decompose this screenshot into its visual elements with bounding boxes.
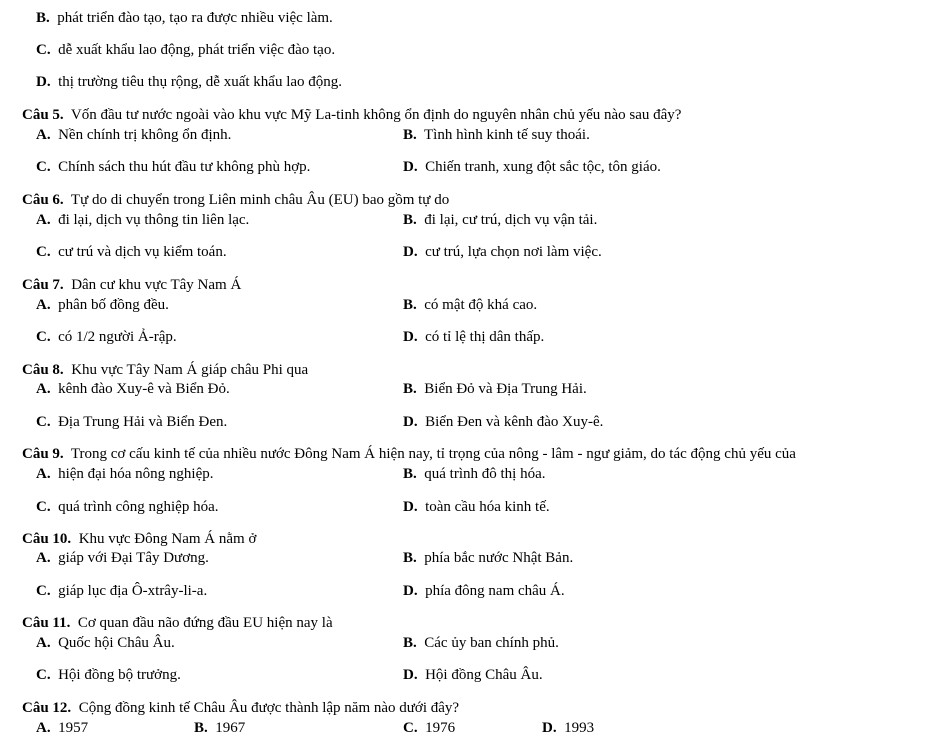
option-a: A. Quốc hội Châu Âu. xyxy=(36,635,175,651)
question-text: Cơ quan đầu não đứng đầu EU hiện nay là xyxy=(77,615,333,631)
option-c: C. giáp lục địa Ô-xtrây-li-a. xyxy=(36,583,208,599)
option-text: phát triển đào tạo, tạo ra được nhiều việc làm. xyxy=(57,10,333,26)
question-text: Cộng đồng kinh tế Châu Âu được thành lập năm nào dưới đây? xyxy=(78,700,460,716)
option-row xyxy=(36,73,342,91)
question-label: Câu 6. xyxy=(22,192,64,208)
question-stem xyxy=(22,276,241,294)
option-c: C. Hội đồng bộ trưởng. xyxy=(36,667,181,683)
question-label: Câu 5. xyxy=(22,107,64,123)
option-d: D. toàn cầu hóa kinh tế. xyxy=(403,499,550,515)
option-text: thị trường tiêu thụ rộng, dễ xuất khẩu lao động. xyxy=(58,74,343,90)
question-stem xyxy=(22,699,459,717)
question-text: Tự do di chuyển trong Liên minh châu Âu (EU) bao gồm tự do xyxy=(70,192,450,208)
option-c: C. Địa Trung Hải và Biển Đen. xyxy=(36,414,228,430)
question-stem xyxy=(22,106,681,124)
option-d: D. phía đông nam châu Á. xyxy=(403,583,565,599)
question-stem xyxy=(22,445,796,463)
option-b: B. có mật độ khá cao. xyxy=(403,297,538,313)
option-text: dễ xuất khẩu lao động, phát triển việc đào tạo. xyxy=(58,42,336,58)
question-text: Vốn đầu tư nước ngoài vào khu vực Mỹ La-tinh không ổn định do nguyên nhân chủ yếu nào sau đây? xyxy=(70,107,682,123)
option-a: A. giáp với Đại Tây Dương. xyxy=(36,550,209,566)
option-b: B. đi lại, cư trú, dịch vụ vận tải. xyxy=(403,212,598,228)
question-text: Dân cư khu vực Tây Nam Á xyxy=(71,277,242,293)
question-label: Câu 8. xyxy=(22,362,64,378)
option-b: B. phía bắc nước Nhật Bản. xyxy=(403,550,574,566)
question-label: Câu 10. xyxy=(22,531,72,547)
question-stem xyxy=(22,191,449,209)
option-b: B. Tình hình kinh tế suy thoái. xyxy=(403,127,590,143)
question-label: Câu 7. xyxy=(22,277,64,293)
question-text: Khu vực Tây Nam Á giáp châu Phi qua xyxy=(71,362,309,378)
question-text: Trong cơ cấu kinh tế của nhiều nước Đông Nam Á hiện nay, tỉ trọng của nông - lâm - ngư giảm, do tác động chủ yếu của xyxy=(70,446,796,462)
question-stem xyxy=(22,530,256,548)
option-d: D. Chiến tranh, xung đột sắc tộc, tôn giáo. xyxy=(403,159,661,175)
option-c: C. có 1/2 người Ả-rập. xyxy=(36,329,177,345)
option-letter: D. xyxy=(36,74,51,90)
option-c: C. 1976 xyxy=(403,720,456,736)
option-c: C. cư trú và dịch vụ kiểm toán. xyxy=(36,244,227,260)
option-row xyxy=(36,9,333,27)
option-d: D. có tỉ lệ thị dân thấp. xyxy=(403,329,545,345)
option-a: A. 1957 xyxy=(36,720,89,736)
option-c: C. Chính sách thu hút đầu tư không phù hợp. xyxy=(36,159,311,175)
option-letter: B. xyxy=(36,10,50,26)
question-label: Câu 12. xyxy=(22,700,72,716)
question-stem xyxy=(22,614,333,632)
option-a: A. Nền chính trị không ổn định. xyxy=(36,127,232,143)
question-label: Câu 11. xyxy=(22,615,71,631)
option-d: D. Hội đồng Châu Âu. xyxy=(403,667,543,683)
option-b: B. Các ủy ban chính phủ. xyxy=(403,635,559,651)
question-stem xyxy=(22,361,308,379)
option-a: A. đi lại, dịch vụ thông tin liên lạc. xyxy=(36,212,250,228)
question-text: Khu vực Đông Nam Á nằm ở xyxy=(78,531,257,547)
option-b: B. 1967 xyxy=(194,720,246,736)
option-d: D. Biển Đen và kênh đào Xuy-ê. xyxy=(403,414,604,430)
option-letter: C. xyxy=(36,42,51,58)
option-b: B. quá trình đô thị hóa. xyxy=(403,466,546,482)
option-a: A. phân bố đồng đều. xyxy=(36,297,169,313)
option-a: A. hiện đại hóa nông nghiệp. xyxy=(36,466,214,482)
option-a: A. kênh đào Xuy-ê và Biển Đỏ. xyxy=(36,381,230,397)
option-d: D. cư trú, lựa chọn nơi làm việc. xyxy=(403,244,602,260)
question-label: Câu 9. xyxy=(22,446,64,462)
option-row xyxy=(36,41,335,59)
option-b: B. Biển Đỏ và Địa Trung Hải. xyxy=(403,381,587,397)
option-c: C. quá trình công nghiệp hóa. xyxy=(36,499,219,515)
option-d: D. 1993 xyxy=(542,720,595,736)
